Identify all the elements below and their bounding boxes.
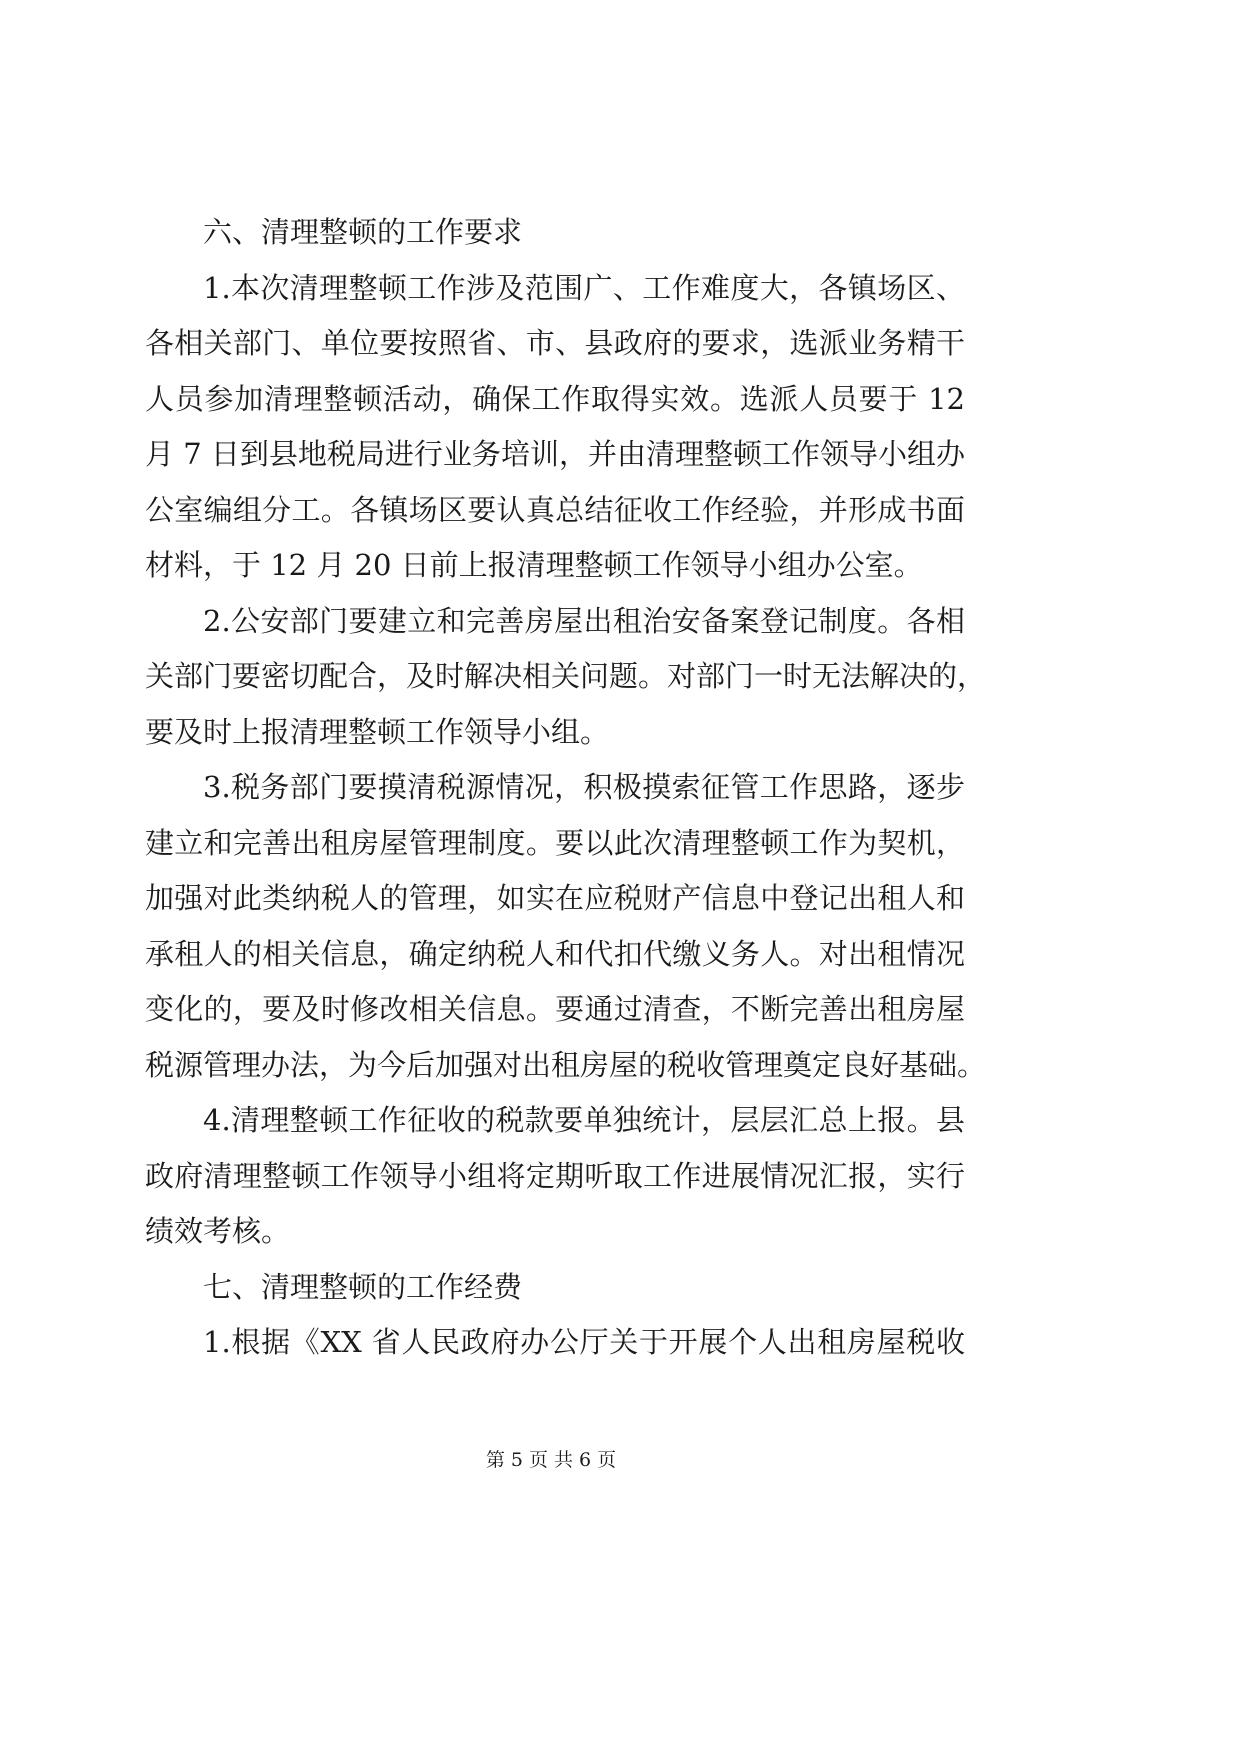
text-line: 月 7 日到县地税局进行业务培训，并由清理整顿工作领导小组办	[145, 437, 965, 471]
text-line: 建立和完善出租房屋管理制度。要以此次清理整顿工作为契机，	[145, 825, 965, 860]
text-line: 政府清理整顿工作领导小组将定期听取工作进展情况汇报，实行	[145, 1158, 965, 1193]
text-line: 关部门要密切配合，及时解决相关问题。对部门一时无法解决的，	[145, 659, 987, 693]
text-line: 公室编组分工。各镇场区要认真总结征收工作经验，并形成书面	[145, 492, 965, 527]
text-line: 承租人的相关信息，确定纳税人和代扣代缴义务人。对出租情况	[145, 936, 965, 971]
page-footer: 第 5 页 共 6 页	[485, 1449, 617, 1471]
text-line: 变化的，要及时修改相关信息。要通过清查，不断完善出租房屋	[145, 992, 965, 1026]
text-line: 3.税务部门要摸清税源情况，积极摸索征管工作思路，逐步	[203, 770, 965, 804]
text-line: 绩效考核。	[145, 1214, 291, 1248]
text-line: 税源管理办法，为今后加强对出租房屋的税收管理奠定良好基础。	[145, 1047, 987, 1082]
text-line: 要及时上报清理整顿工作领导小组。	[145, 714, 610, 749]
text-line: 各相关部门、单位要按照省、市、县政府的要求，选派业务精干	[145, 326, 965, 360]
text-line: 六、清理整顿的工作要求	[203, 215, 523, 249]
document-body	[145, 205, 987, 1371]
text-line: 1.本次清理整顿工作涉及范围广、工作难度大，各镇场区、	[203, 270, 965, 305]
text-line: 七、清理整顿的工作经费	[203, 1269, 523, 1304]
text-line: 2.公安部门要建立和完善房屋出租治安备案登记制度。各相	[203, 603, 965, 638]
text-line: 4.清理整顿工作征收的税款要单独统计，层层汇总上报。县	[203, 1103, 965, 1137]
text-line: 1.根据《XX 省人民政府办公厅关于开展个人出租房屋税收	[203, 1325, 965, 1359]
text-line: 加强对此类纳税人的管理，如实在应税财产信息中登记出租人和	[145, 881, 965, 915]
text-line: 材料，于 12 月 20 日前上报清理整顿工作领导小组办公室。	[145, 548, 923, 582]
text-line: 人员参加清理整顿活动，确保工作取得实效。选派人员要于 12	[145, 381, 965, 416]
